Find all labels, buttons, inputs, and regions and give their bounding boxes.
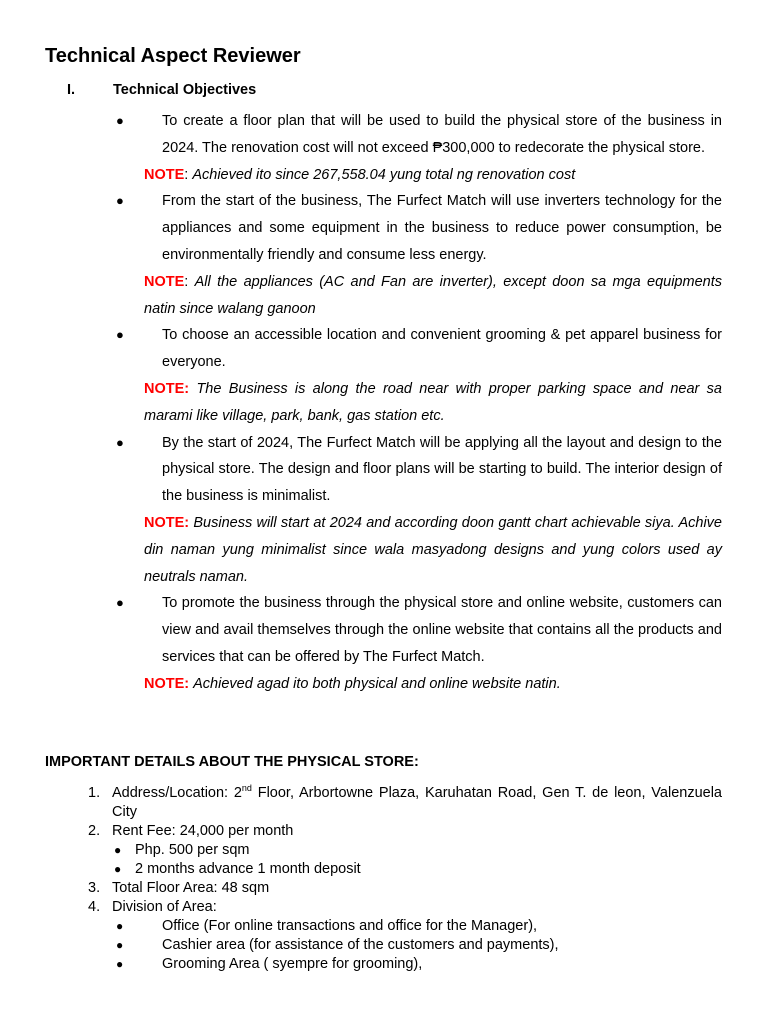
detail-text <box>112 784 722 822</box>
detail-number: 1. <box>88 785 101 801</box>
note-separator: : <box>184 273 195 290</box>
detail-rent <box>88 822 722 841</box>
sub-item-text: Cashier area (for assistance of the customers and payments), <box>162 937 559 953</box>
objective-item <box>116 430 722 510</box>
objective-note <box>144 162 722 189</box>
bullet-icon: ● <box>114 862 122 876</box>
note-label: NOTE <box>144 273 185 290</box>
sub-item <box>88 841 722 860</box>
detail-address <box>88 784 722 822</box>
sub-item-text: Office (For online transactions and office for the Manager), <box>162 918 538 934</box>
objective-text: From the start of the business, The Furfect Match will use inverters technology for the appliances and some equipment in the business to reduce power consumption, be environmentally friendly and consume less energy. <box>162 193 722 263</box>
sub-item <box>88 860 722 879</box>
section-number: I. <box>67 82 76 98</box>
note-text: Achieved ito since 267,558.04 yung total ng renovation cost <box>192 166 576 183</box>
objective-text: To promote the business through the physical store and online website, customers can view and avail themselves through the online website that contains all the products and services that can be offered by The Furfect Match. <box>162 595 722 665</box>
bullet-icon: ● <box>114 843 122 857</box>
detail-division <box>88 898 722 917</box>
objective-note <box>144 510 722 590</box>
detail-number: 4. <box>88 899 101 915</box>
note-label: NOTE: <box>144 675 190 692</box>
objectives-list <box>116 108 722 698</box>
sub-item-text: 2 months advance 1 month deposit <box>135 861 361 877</box>
bullet-icon: ● <box>116 193 124 209</box>
detail-text: Total Floor Area: 48 sqm <box>112 880 270 896</box>
page-title: Technical Aspect Reviewer <box>45 45 301 67</box>
details-list <box>88 784 722 974</box>
detail-number: 3. <box>88 880 101 896</box>
bullet-icon: ● <box>116 595 124 611</box>
objective-text: To create a floor plan that will be used to build the physical store of the business in 2024. The renovation cost will not exceed ₱300,000 to redecorate the physical store. <box>162 113 722 156</box>
note-label: NOTE <box>144 166 185 183</box>
sub-item-text: Php. 500 per sqm <box>135 842 250 858</box>
objective-note <box>144 671 722 698</box>
objective-item <box>116 590 722 670</box>
note-label: NOTE: <box>144 514 190 531</box>
objective-item <box>116 108 722 162</box>
detail-area <box>88 879 722 898</box>
details-heading: IMPORTANT DETAILS ABOUT THE PHYSICAL STORE: <box>45 754 419 770</box>
bullet-icon: ● <box>116 957 124 971</box>
bullet-icon: ● <box>116 434 124 450</box>
bullet-icon: ● <box>116 919 124 933</box>
sub-item-text: Grooming Area ( syempre for grooming), <box>162 956 423 972</box>
note-text: The Business is along the road near with proper parking space and near sa marami like village, park, bank, gas station etc. <box>144 380 722 424</box>
detail-text: Rent Fee: 24,000 per month <box>112 823 294 839</box>
note-label: NOTE: <box>144 380 190 397</box>
sub-item <box>88 917 722 936</box>
bullet-icon: ● <box>116 938 124 952</box>
objective-note <box>144 376 722 430</box>
objective-text: To choose an accessible location and convenient grooming & pet apparel business for everyone. <box>162 327 722 371</box>
address-superscript: nd <box>241 783 252 793</box>
address-suffix: Floor, Arbortowne Plaza, Karuhatan Road, Gen T. de leon, Valenzuela City <box>112 785 722 820</box>
objective-text: By the start of 2024, The Furfect Match will be applying all the layout and design to the physical store. The design and floor plans will be starting to build. The interior design of the business is minimalist. <box>162 434 722 505</box>
note-text: All the appliances (AC and Fan are inverter), except doon sa mga equipments natin since walang ganoon <box>144 273 722 317</box>
section-title: Technical Objectives <box>113 82 257 98</box>
note-text: Business will start at 2024 and according doon gantt chart achievable siya. Achive din naman yung minimalist since wala masyadong designs and yung colors used ay neutrals naman. <box>144 514 722 585</box>
bullet-icon: ● <box>116 113 124 128</box>
bullet-icon: ● <box>116 327 124 343</box>
note-text: Achieved agad ito both physical and online website natin. <box>193 675 561 692</box>
sub-item <box>88 936 722 955</box>
sub-item <box>88 955 722 974</box>
objective-item <box>116 188 722 268</box>
objective-item <box>116 322 722 376</box>
objective-note <box>144 269 722 323</box>
address-prefix: Address/Location: 2 <box>112 785 242 801</box>
detail-number: 2. <box>88 823 101 839</box>
detail-text: Division of Area: <box>112 899 217 915</box>
note-separator: : <box>184 166 193 183</box>
